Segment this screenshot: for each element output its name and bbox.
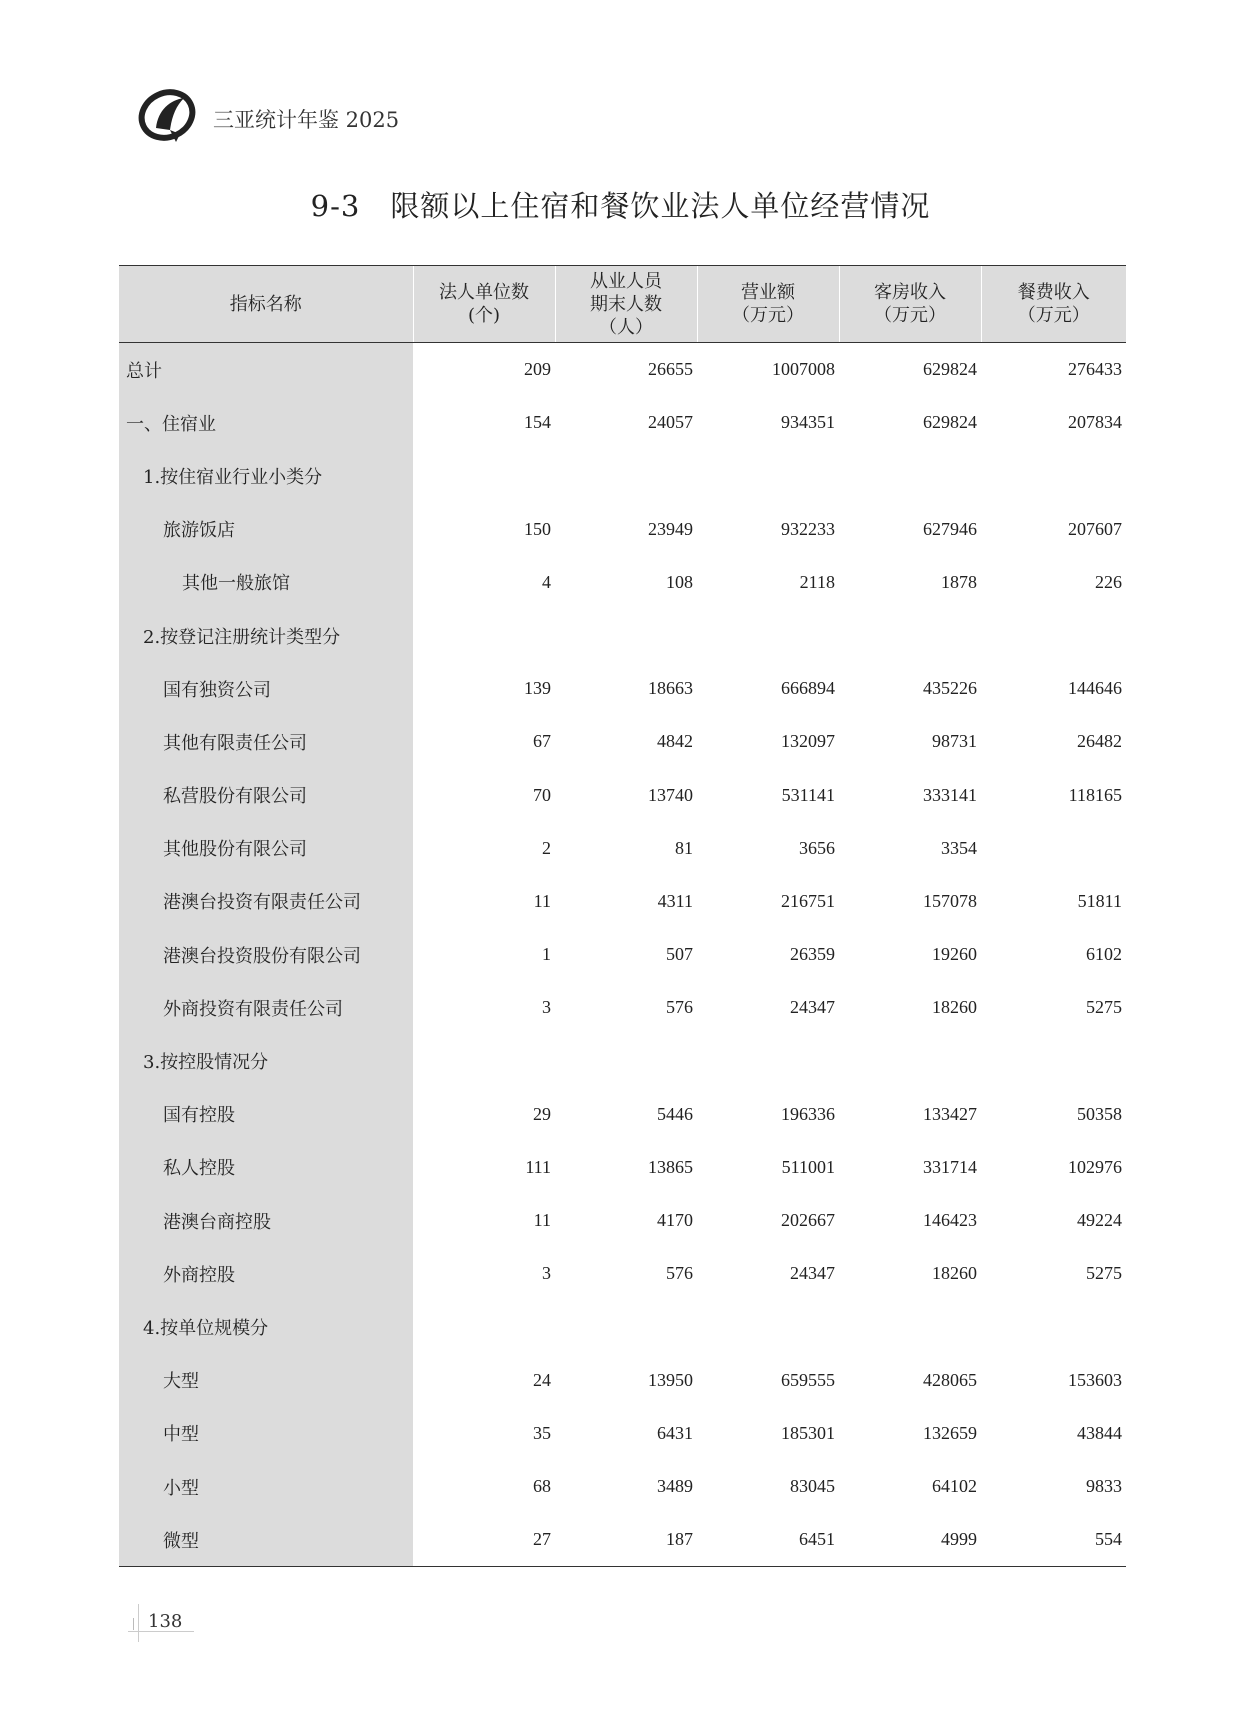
table-row xyxy=(119,556,1126,609)
row-label: 私人控股 xyxy=(119,1141,413,1194)
room-income-cell: 629824 xyxy=(923,412,977,433)
header-row xyxy=(119,266,1126,343)
catering-income-cell: 5275 xyxy=(1086,997,1122,1018)
employees-cell xyxy=(555,449,697,502)
column-header-revenue: 营业额 （万元） xyxy=(697,266,839,343)
table-row xyxy=(119,1141,1126,1194)
row-label: 中型 xyxy=(119,1407,413,1460)
room-income-cell: 435226 xyxy=(923,678,977,699)
room-income-cell: 627946 xyxy=(923,518,977,539)
room-income-cell: 428065 xyxy=(923,1369,977,1390)
catering-income-cell xyxy=(981,1300,1126,1353)
page-corner-mark-small xyxy=(133,1618,134,1630)
revenue-cell: 202667 xyxy=(781,1210,835,1231)
units-cell: 150 xyxy=(524,518,551,539)
revenue-cell: 666894 xyxy=(781,678,835,699)
room-income-cell: 132659 xyxy=(923,1422,977,1443)
column-header-units: 法人单位数 (个) xyxy=(413,266,555,343)
employees-cell xyxy=(555,1300,697,1353)
units-cell xyxy=(413,449,555,502)
row-label: 港澳台投资股份有限公司 xyxy=(119,928,413,981)
row-label: 私营股份有限公司 xyxy=(119,769,413,822)
employees-cell: 507 xyxy=(666,944,693,965)
room-income-cell xyxy=(839,449,981,502)
table-row xyxy=(119,449,1126,502)
revenue-cell: 24347 xyxy=(790,997,835,1018)
room-income-cell xyxy=(839,609,981,662)
units-cell: 111 xyxy=(525,1156,551,1177)
table-row xyxy=(119,1194,1126,1247)
row-label: 小型 xyxy=(119,1460,413,1513)
units-cell xyxy=(413,1300,555,1353)
table-row xyxy=(119,1460,1126,1513)
row-label: 3.按控股情况分 xyxy=(119,1034,413,1087)
row-label: 其他股份有限公司 xyxy=(119,822,413,875)
employees-cell: 23949 xyxy=(648,518,693,539)
catering-income-cell: 9833 xyxy=(1086,1476,1122,1497)
page-corner-mark xyxy=(138,1604,139,1642)
units-cell: 3 xyxy=(542,997,551,1018)
row-label: 外商投资有限责任公司 xyxy=(119,981,413,1034)
revenue-cell: 185301 xyxy=(781,1422,835,1443)
book-title: 三亚统计年鉴 2025 xyxy=(213,108,400,132)
units-cell: 154 xyxy=(524,412,551,433)
units-cell: 4 xyxy=(542,571,551,592)
revenue-cell xyxy=(697,449,839,502)
column-header-catering-income: 餐费收入 （万元） xyxy=(981,266,1126,343)
table-row xyxy=(119,822,1126,875)
employees-cell xyxy=(555,1034,697,1087)
row-label: 1.按住宿业行业小类分 xyxy=(119,449,413,502)
revenue-cell xyxy=(697,1300,839,1353)
table-row xyxy=(119,875,1126,928)
room-income-cell: 19260 xyxy=(932,944,977,965)
revenue-cell: 531141 xyxy=(781,784,835,805)
catering-income-cell: 144646 xyxy=(1068,678,1122,699)
revenue-cell: 216751 xyxy=(781,890,835,911)
employees-cell: 4170 xyxy=(657,1210,693,1231)
units-cell: 11 xyxy=(533,890,551,911)
employees-cell: 4311 xyxy=(657,890,693,911)
room-income-cell: 98731 xyxy=(932,731,977,752)
room-income-cell: 18260 xyxy=(932,997,977,1018)
table-row xyxy=(119,928,1126,981)
catering-income-cell: 207607 xyxy=(1068,518,1122,539)
units-cell: 35 xyxy=(533,1422,551,1443)
units-cell: 24 xyxy=(533,1369,551,1390)
catering-income-cell: 153603 xyxy=(1068,1369,1122,1390)
column-header-employees: 从业人员 期末人数 （人） xyxy=(555,266,697,343)
units-cell: 2 xyxy=(542,837,551,858)
row-label: 旅游饭店 xyxy=(119,503,413,556)
units-cell: 139 xyxy=(524,678,551,699)
column-header-room-income: 客房收入 （万元） xyxy=(839,266,981,343)
room-income-cell: 331714 xyxy=(923,1156,977,1177)
table-row xyxy=(119,1513,1126,1567)
employees-cell: 187 xyxy=(555,1513,697,1567)
catering-income-cell: 6102 xyxy=(1086,944,1122,965)
employees-cell: 13740 xyxy=(648,784,693,805)
catering-income-cell: 5275 xyxy=(1086,1263,1122,1284)
row-label: 一、住宿业 xyxy=(119,396,413,449)
statistics-table xyxy=(119,265,1126,1567)
employees-cell: 576 xyxy=(666,1263,693,1284)
row-label: 外商控股 xyxy=(119,1247,413,1300)
table-title: 9-3 限额以上住宿和餐饮业法人单位经营情况 xyxy=(310,189,931,223)
units-cell: 29 xyxy=(533,1103,551,1124)
catering-income-cell: 50358 xyxy=(1077,1103,1122,1124)
room-income-cell: 333141 xyxy=(923,784,977,805)
row-label: 港澳台商控股 xyxy=(119,1194,413,1247)
revenue-cell: 83045 xyxy=(790,1476,835,1497)
room-income-cell: 18260 xyxy=(932,1263,977,1284)
catering-income-cell xyxy=(981,449,1126,502)
revenue-cell: 659555 xyxy=(781,1369,835,1390)
employees-cell: 13950 xyxy=(648,1369,693,1390)
catering-income-cell xyxy=(981,822,1126,875)
column-header-indicator: 指标名称 xyxy=(119,266,413,343)
units-cell: 67 xyxy=(533,731,551,752)
units-cell: 27 xyxy=(413,1513,555,1567)
employees-cell: 24057 xyxy=(648,412,693,433)
revenue-cell: 2118 xyxy=(799,571,835,592)
table-row xyxy=(119,503,1126,556)
catering-income-cell: 102976 xyxy=(1068,1156,1122,1177)
row-label: 港澳台投资有限责任公司 xyxy=(119,875,413,928)
employees-cell: 18663 xyxy=(648,678,693,699)
room-income-cell xyxy=(839,1300,981,1353)
employees-cell: 576 xyxy=(666,997,693,1018)
catering-income-cell: 51811 xyxy=(1077,890,1122,911)
room-income-cell: 4999 xyxy=(839,1513,981,1567)
employees-cell: 13865 xyxy=(648,1156,693,1177)
catering-income-cell: 43844 xyxy=(1077,1422,1122,1443)
employees-cell: 6431 xyxy=(657,1422,693,1443)
row-label: 2.按登记注册统计类型分 xyxy=(119,609,413,662)
row-label: 微型 xyxy=(119,1513,413,1567)
table-row xyxy=(119,1407,1126,1460)
table-row xyxy=(119,1354,1126,1407)
yearbook-logo xyxy=(136,84,198,146)
revenue-cell: 1007008 xyxy=(772,359,835,380)
employees-cell: 5446 xyxy=(657,1103,693,1124)
table-row xyxy=(119,343,1126,397)
revenue-cell: 196336 xyxy=(781,1103,835,1124)
row-label: 国有控股 xyxy=(119,1088,413,1141)
catering-income-cell: 554 xyxy=(981,1513,1126,1567)
employees-cell: 3489 xyxy=(657,1476,693,1497)
table-row xyxy=(119,1300,1126,1353)
room-income-cell: 157078 xyxy=(923,890,977,911)
revenue-cell: 934351 xyxy=(781,412,835,433)
revenue-cell: 511001 xyxy=(781,1156,835,1177)
employees-cell: 108 xyxy=(666,571,693,592)
catering-income-cell: 207834 xyxy=(1068,412,1122,433)
units-cell xyxy=(413,1034,555,1087)
units-cell: 11 xyxy=(533,1210,551,1231)
page-number: 138 xyxy=(148,1611,183,1632)
employees-cell: 26655 xyxy=(648,359,693,380)
catering-income-cell: 49224 xyxy=(1077,1210,1122,1231)
table-row xyxy=(119,1088,1126,1141)
room-income-cell: 1878 xyxy=(941,571,977,592)
revenue-cell xyxy=(697,609,839,662)
table-row xyxy=(119,715,1126,768)
units-cell: 1 xyxy=(542,944,551,965)
revenue-cell: 932233 xyxy=(781,518,835,539)
catering-income-cell xyxy=(981,609,1126,662)
row-label: 其他有限责任公司 xyxy=(119,715,413,768)
room-income-cell: 64102 xyxy=(932,1476,977,1497)
catering-income-cell xyxy=(981,1034,1126,1087)
table-row xyxy=(119,981,1126,1034)
room-income-cell xyxy=(839,1034,981,1087)
employees-cell xyxy=(555,609,697,662)
units-cell: 209 xyxy=(524,359,551,380)
revenue-cell: 26359 xyxy=(790,944,835,965)
units-cell: 70 xyxy=(533,784,551,805)
table-row xyxy=(119,1034,1126,1087)
row-label: 4.按单位规模分 xyxy=(119,1300,413,1353)
units-cell: 3 xyxy=(542,1263,551,1284)
row-label: 其他一般旅馆 xyxy=(119,556,413,609)
table-row xyxy=(119,769,1126,822)
room-income-cell: 3354 xyxy=(941,837,977,858)
employees-cell: 4842 xyxy=(657,731,693,752)
table-row xyxy=(119,396,1126,449)
catering-income-cell: 26482 xyxy=(1077,731,1122,752)
row-label: 国有独资公司 xyxy=(119,662,413,715)
room-income-cell: 133427 xyxy=(923,1103,977,1124)
row-label: 总计 xyxy=(119,343,413,397)
revenue-cell: 24347 xyxy=(790,1263,835,1284)
revenue-cell: 3656 xyxy=(799,837,835,858)
room-income-cell: 146423 xyxy=(923,1210,977,1231)
row-label: 大型 xyxy=(119,1354,413,1407)
table-row xyxy=(119,609,1126,662)
revenue-cell xyxy=(697,1034,839,1087)
catering-income-cell: 118165 xyxy=(1068,784,1122,805)
units-cell: 68 xyxy=(533,1476,551,1497)
employees-cell: 81 xyxy=(675,837,693,858)
catering-income-cell: 226 xyxy=(1095,571,1122,592)
table-row xyxy=(119,1247,1126,1300)
revenue-cell: 132097 xyxy=(781,731,835,752)
catering-income-cell: 276433 xyxy=(1068,359,1122,380)
revenue-cell: 6451 xyxy=(697,1513,839,1567)
units-cell xyxy=(413,609,555,662)
table-row xyxy=(119,662,1126,715)
room-income-cell: 629824 xyxy=(923,359,977,380)
